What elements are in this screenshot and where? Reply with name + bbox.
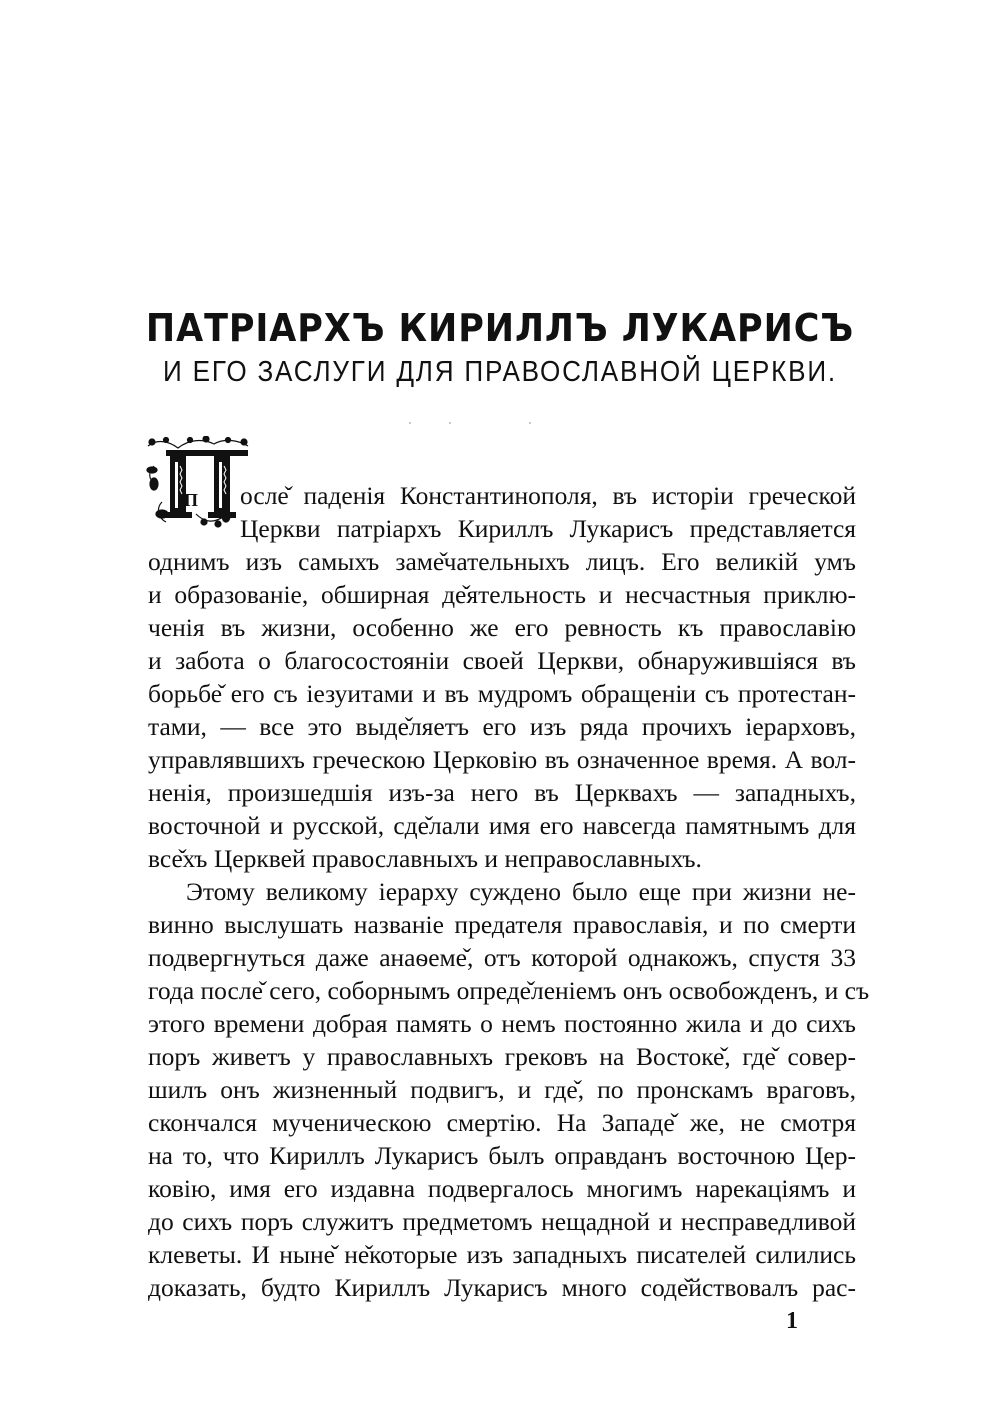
text-line: осле̌ паденія Константинополя, въ исторіи греческой bbox=[240, 481, 856, 510]
dropcap-letter: П bbox=[184, 490, 199, 510]
text-line: подвергнуться даже анаѳеме̌, отъ которой однакожъ, спустя 33 bbox=[148, 943, 856, 972]
text-line: клеветы. И ныне̌ не̌которые изъ западныхъ писателей силились bbox=[148, 1240, 856, 1269]
text-line: и образованіе, обширная де̌ятельность и несчастныя приклю- bbox=[148, 580, 856, 609]
text-line: и забота о благосостояніи своей Церкви, обнаружившіяся въ bbox=[148, 646, 856, 675]
text-line: все̌хъ Церквей православныхъ и неправославныхъ. bbox=[148, 844, 702, 873]
text-line: поръ живетъ у православныхъ грековъ на Востоке̌, где̌ совер- bbox=[148, 1042, 856, 1071]
text-line: ненія, произшедшія изъ-за него въ Церквахъ — западныхъ, bbox=[148, 778, 856, 807]
text-line: этого времени добрая память о немъ постоянно жила и до сихъ bbox=[148, 1009, 856, 1038]
page-number: 1 bbox=[786, 1308, 798, 1334]
text-line: однимъ изъ самыхъ заме̌чательныхъ лицъ. Его великій умъ bbox=[148, 547, 856, 576]
text-line: восточной и русской, сде̌лали имя его навсегда памятнымъ для bbox=[148, 811, 856, 840]
text-line: Церкви патріархъ Кириллъ Лукарисъ представляется bbox=[240, 514, 856, 543]
text-line: доказать, будто Кириллъ Лукарисъ много соде̌йствовалъ рас- bbox=[148, 1273, 856, 1302]
text-line: ковію, имя его издавна подвергалось многимъ нарекаціямъ и bbox=[148, 1174, 856, 1203]
page-subtitle: И ЕГО ЗАСЛУГИ ДЛЯ ПРАВОСЛАВНОЙ ЦЕРКВИ. bbox=[163, 356, 837, 388]
text-line: до сихъ поръ служитъ предметомъ нещадной и несправедливой bbox=[148, 1207, 856, 1236]
page-title: ПАТРІАРХЪ КИРИЛЛЪ ЛУКАРИСЪ bbox=[145, 306, 855, 350]
text-line: на то, что Кириллъ Лукарисъ былъ оправданъ восточною Цер- bbox=[148, 1141, 856, 1170]
text-line: скончался мученическою смертію. На Западе̌ же, не смотря bbox=[148, 1108, 856, 1137]
text-line: винно выслушать названіе предателя православія, и по смерти bbox=[148, 910, 856, 939]
text-line: ченія въ жизни, особенно же его ревность къ православію bbox=[148, 613, 856, 642]
text-line: борьбе̌ его съ іезуитами и въ мудромъ обращеніи съ протестан- bbox=[148, 679, 856, 708]
text-line: шилъ онъ жизненный подвигъ, и где̌, по пронскамъ враговъ, bbox=[148, 1075, 856, 1104]
text-line: управлявшихъ греческою Церковію въ означенное время. А вол- bbox=[148, 745, 856, 774]
text-line: Этому великому іерарху суждено было еще при жизни не- bbox=[186, 877, 856, 906]
text-line: года после̌ сего, соборнымъ опреде̌леніемъ онъ освобожденъ, и съ bbox=[148, 976, 870, 1005]
decorative-dots bbox=[380, 420, 580, 426]
text-line: тами, — все это выде̌ляетъ его изъ ряда прочихъ іерарховъ, bbox=[148, 712, 856, 741]
